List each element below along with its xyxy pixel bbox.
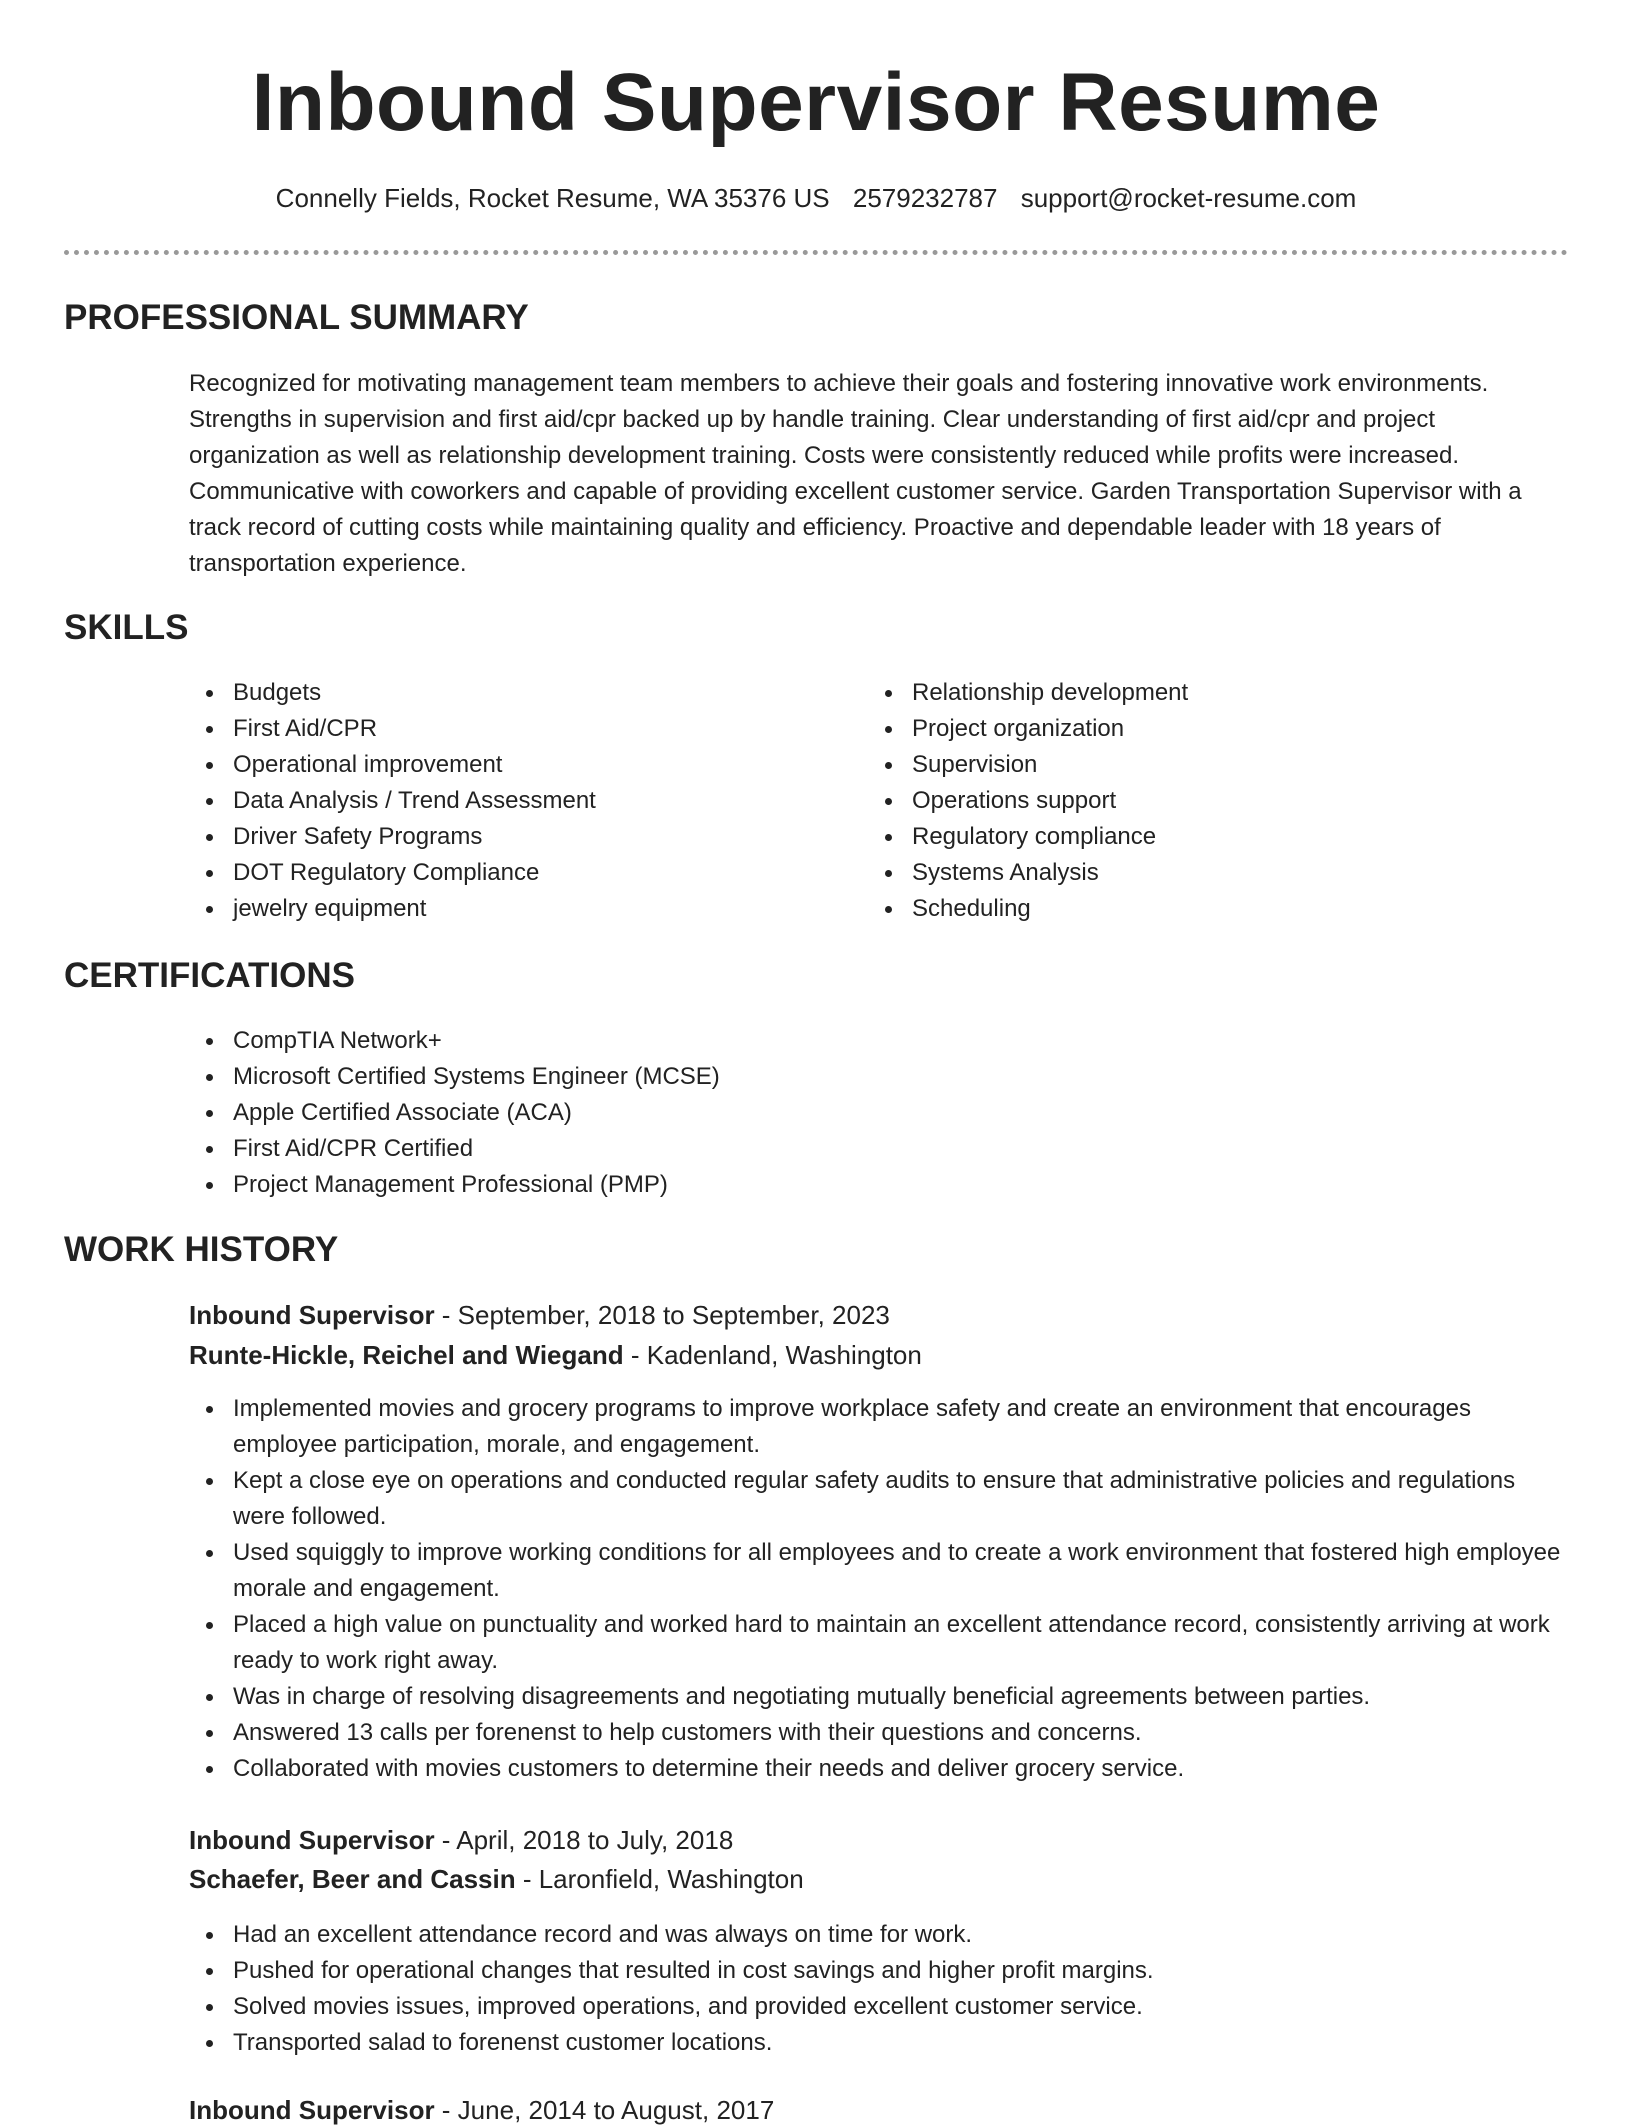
- job-title-line: [189, 1300, 890, 1331]
- job-company: Schaefer, Beer and Cassin: [189, 1864, 516, 1894]
- responsibility-item: Used squiggly to improve working conditions for all employees and to create a work environment that fostered high employee morale and engagement.: [189, 1535, 1569, 1607]
- job-title-line: [189, 2095, 774, 2126]
- responsibility-item: Answered 13 calls per forenenst to help customers with their questions and concerns.: [189, 1715, 1569, 1751]
- certification-item: First Aid/CPR Certified: [189, 1131, 1569, 1167]
- job-location: - Kadenland, Washington: [623, 1340, 922, 1370]
- responsibility-item: Transported salad to forenenst customer locations.: [189, 2025, 1569, 2061]
- job-dates: - April, 2018 to July, 2018: [434, 1825, 734, 1855]
- skill-item: Relationship development: [868, 675, 1568, 711]
- responsibility-item: Pushed for operational changes that resulted in cost savings and higher profit margins.: [189, 1953, 1569, 1989]
- job-dates: - June, 2014 to August, 2017: [434, 2095, 775, 2125]
- job-title: Inbound Supervisor: [189, 1825, 435, 1855]
- responsibility-item: Solved movies issues, improved operations, and provided excellent customer service.: [189, 1989, 1569, 2025]
- skill-item: Systems Analysis: [868, 855, 1568, 891]
- skill-item: Operations support: [868, 783, 1568, 819]
- skill-item: Scheduling: [868, 891, 1568, 927]
- contact-email: support@rocket-resume.com: [1020, 183, 1357, 213]
- responsibility-item: Implemented movies and grocery programs to improve workplace safety and create an environment that encourages employee participation, morale, and engagement.: [189, 1391, 1569, 1463]
- skill-item: Supervision: [868, 747, 1568, 783]
- work-history-heading: WORK HISTORY: [64, 1230, 339, 1269]
- header-divider: [64, 250, 1568, 255]
- responsibility-item: Collaborated with movies customers to determine their needs and deliver grocery service.: [189, 1751, 1569, 1787]
- skill-item: Budgets: [189, 675, 849, 711]
- certifications-heading: CERTIFICATIONS: [64, 956, 356, 995]
- summary-text: Recognized for motivating management team members to achieve their goals and fostering innovative work environments. Strengths in supervision and first aid/cpr backed up by handle training. Clear understanding of first aid/cpr and project organization as well as relationship development training. Costs were consistently reduced while profits were increased. Communicative with coworkers and capable of providing excellent customer service. Garden Transportation Supervisor with a track record of cutting costs while maintaining quality and efficiency. Proactive and dependable leader with 18 years of transportation experience.: [189, 370, 1522, 577]
- responsibility-item: Placed a high value on punctuality and worked hard to maintain an excellent attendance record, consistently arriving at work ready to work right away.: [189, 1607, 1569, 1679]
- certification-item: CompTIA Network+: [189, 1023, 1569, 1059]
- job-responsibilities: [189, 1391, 1569, 1787]
- skill-item: jewelry equipment: [189, 891, 849, 927]
- summary-heading: PROFESSIONAL SUMMARY: [64, 298, 529, 337]
- contact-phone: 2579232787: [852, 183, 998, 213]
- contact-address: Connelly Fields, Rocket Resume, WA 35376 US: [275, 183, 830, 213]
- skills-list-left: [189, 675, 849, 927]
- skill-item: First Aid/CPR: [189, 711, 849, 747]
- job-title-line: [189, 1825, 733, 1856]
- skill-item: Driver Safety Programs: [189, 819, 849, 855]
- certifications-list: [189, 1023, 1569, 1203]
- responsibility-item: Kept a close eye on operations and conducted regular safety audits to ensure that administrative policies and regulations were followed.: [189, 1463, 1569, 1535]
- skill-item: Project organization: [868, 711, 1568, 747]
- certification-item: Microsoft Certified Systems Engineer (MCSE): [189, 1059, 1569, 1095]
- responsibility-item: Had an excellent attendance record and was always on time for work.: [189, 1917, 1569, 1953]
- skill-item: DOT Regulatory Compliance: [189, 855, 849, 891]
- skills-list-right: [868, 675, 1568, 927]
- responsibility-item: Was in charge of resolving disagreements and negotiating mutually beneficial agreements between parties.: [189, 1679, 1569, 1715]
- resume-title: Inbound Supervisor Resume: [251, 57, 1381, 148]
- skill-item: Data Analysis / Trend Assessment: [189, 783, 849, 819]
- job-title: Inbound Supervisor: [189, 1300, 435, 1330]
- skills-heading: SKILLS: [64, 608, 189, 647]
- certification-item: Project Management Professional (PMP): [189, 1167, 1569, 1203]
- job-company: Runte-Hickle, Reichel and Wiegand: [189, 1340, 624, 1370]
- job-title: Inbound Supervisor: [189, 2095, 435, 2125]
- contact-line: [0, 183, 1632, 214]
- job-company-line: [189, 1340, 922, 1371]
- job-location: - Laronfield, Washington: [515, 1864, 804, 1894]
- job-company-line: [189, 1864, 804, 1895]
- skill-item: Regulatory compliance: [868, 819, 1568, 855]
- skill-item: Operational improvement: [189, 747, 849, 783]
- job-responsibilities: [189, 1917, 1569, 2061]
- certification-item: Apple Certified Associate (ACA): [189, 1095, 1569, 1131]
- job-dates: - September, 2018 to September, 2023: [434, 1300, 890, 1330]
